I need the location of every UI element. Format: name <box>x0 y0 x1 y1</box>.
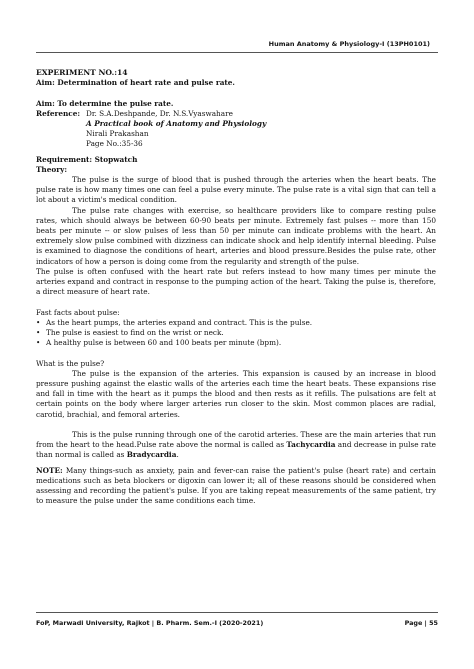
list-item: • A healthy pulse is between 60 and 100 beats per minute (bpm). <box>36 338 282 348</box>
reference-label: Reference: <box>36 108 81 118</box>
note-label: NOTE: <box>36 465 63 475</box>
bullet-icon: • <box>36 328 41 338</box>
pulse-paragraph-1: The pulse is the expansion of the arteries. This expansion is caused by an increase in blood pressure pushing against the elastic walls of the arteries each time the heart beats. These expansions rise and fall in time with the heart as it pumps the blood and then rests as it refills. The pulsations are felt at certain points on the body where larger arteries run closer to the skin. Most common places are radial, carotid, brachial, and femoral arteries. <box>36 368 436 419</box>
page-content <box>36 68 436 506</box>
list-item: • The pulse is easiest to find on the wrist or neck. <box>36 328 224 338</box>
bullet-icon: • <box>36 338 41 348</box>
reference-authors: Dr. S.A.Deshpande, Dr. N.S.Vyaswahare <box>86 108 233 118</box>
bradycardia-term: Bradycardia <box>126 450 177 460</box>
running-header: Human Anatomy & Physiology-I (13PH0101) <box>268 40 430 48</box>
bullet-icon: • <box>36 317 41 327</box>
aim-heading-1: Aim: Determination of heart rate and pulse rate. <box>36 78 235 88</box>
page-footer <box>36 619 438 627</box>
reference-pages: Page No.:35-36 <box>86 139 143 149</box>
tachycardia-term: Tachycardia <box>286 440 336 450</box>
aim-heading-2: Aim: To determine the pulse rate. <box>36 98 174 108</box>
reference-book: A Practical book of Anatomy and Physiology <box>86 119 267 128</box>
what-is-pulse-heading: What is the pulse? <box>36 358 105 368</box>
list-item: • As the heart pumps, the arteries expand and contract. This is the pulse. <box>36 317 313 327</box>
pulse-paragraph-2: This is the pulse running through one of the carotid arteries. These are the main arteries that run from the heart to the head.Pulse rate above the normal is called as Tachycardia and decrease in pulse rate than normal is called as Bradycardia. <box>36 430 436 460</box>
reference-publisher: Nirali Prakashan <box>86 129 149 139</box>
requirement: Requirement: Stopwatch <box>36 154 138 164</box>
footer-rule <box>36 612 438 613</box>
facts-heading: Fast facts about pulse: <box>36 307 120 317</box>
experiment-number: EXPERIMENT NO.:14 <box>36 68 128 77</box>
theory-heading: Theory: <box>36 164 68 174</box>
footer-institution: FoP, Marwadi University, Rajkot | B. Pharm. Sem.-I (2020-2021) <box>36 619 264 627</box>
theory-paragraph-3: The pulse is often confused with the heart rate but refers instead to how many times per minute the arteries expand and contract in response to the pumping action of the heart. Taking the pulse is, therefore, a direct measure of heart rate. <box>36 266 436 297</box>
reference-block <box>36 109 436 150</box>
theory-paragraph-2: The pulse rate changes with exercise, so healthcare providers like to compare resting pulse rates, which should always be between 60-90 beats per minute. Extremely fast pulses -- more than 150 beats per minute -- or slow pulses of less than 50 per minute can indicate problems with the heart. An extremely slow pulse combined with dizziness can indicate shock and help identify internal bleeding. Pulse is examined to diagnose the conditions of heart, arteries and blood pressure.Besides the pulse rate, other indicators of how a person is doing come from the regularity and strength of the pulse. <box>36 205 436 266</box>
note-paragraph: NOTE: Many things-such as anxiety, pain and fever-can raise the patient's pulse (heart rate) and certain medications such as beta blockers or digoxin can lower it; all of these reasons should be considered when assessing and recording the patient's pulse. If you are taking repeat measurements of the same patient, try to measure the pulse under the same conditions each time. <box>36 465 436 506</box>
page-number: Page | 55 <box>404 619 438 627</box>
header-rule <box>36 52 438 53</box>
theory-paragraph-1: The pulse is the surge of blood that is pushed through the arteries when the heart beats. The pulse rate is how many times one can feel a pulse every minute. The pulse rate is a vital sign that can tell a lot about a victim's medical condition. <box>36 175 436 205</box>
